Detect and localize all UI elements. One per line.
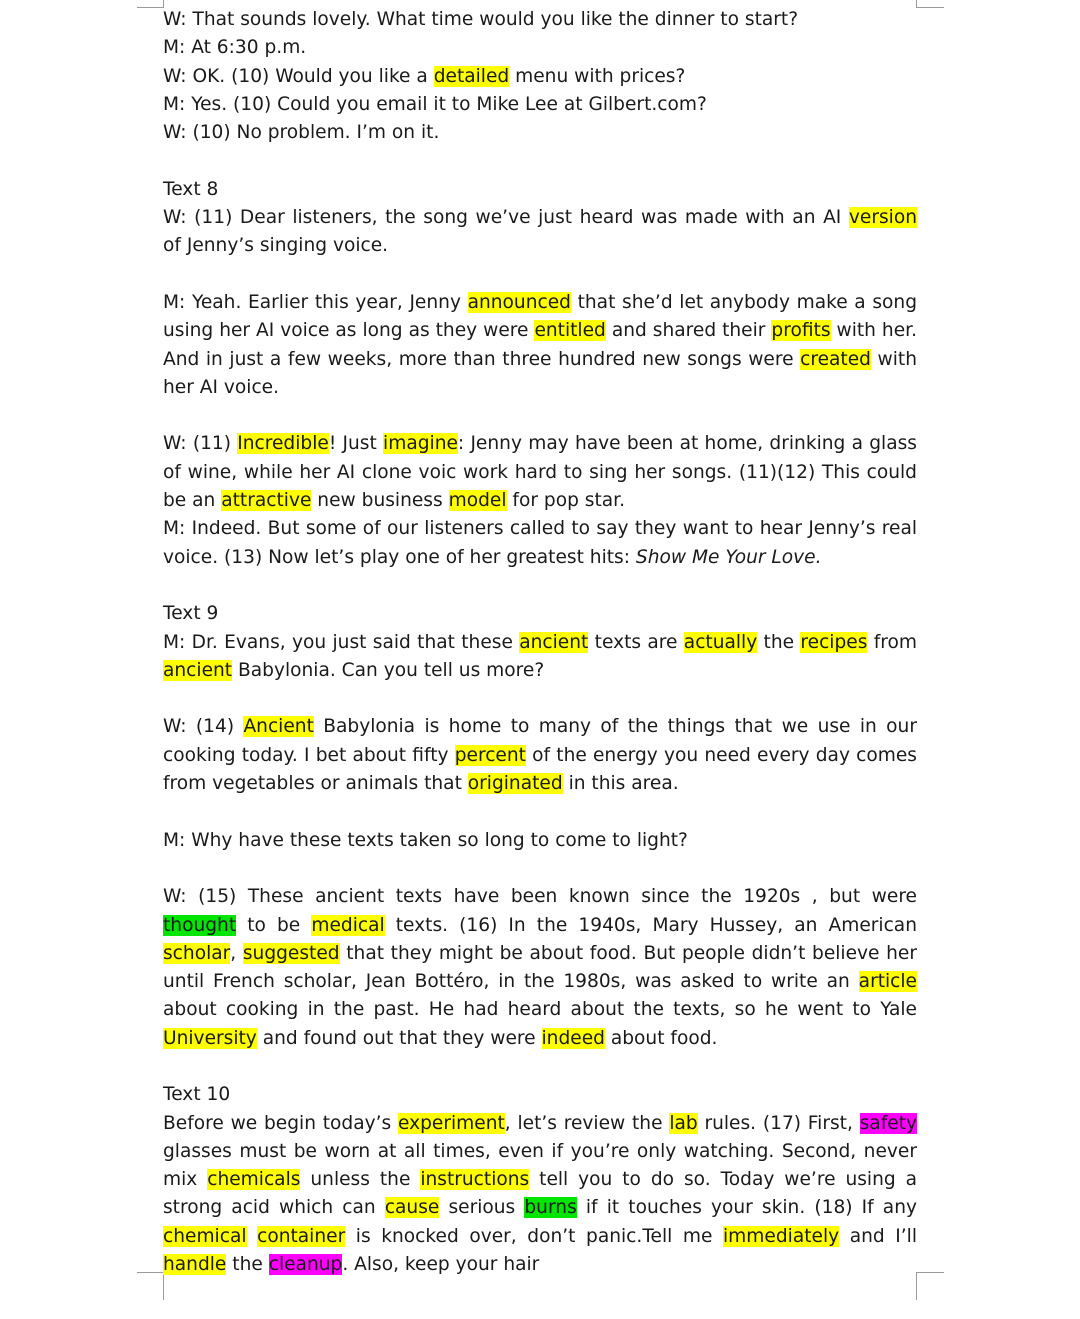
text-run: and I’ll	[839, 1225, 917, 1247]
text-run: to be	[236, 914, 312, 936]
text-run	[247, 1226, 258, 1247]
text-run: for pop star.	[506, 490, 625, 512]
text-run: M: Yes. (10) Could you email it to Mike Lee at Gilbert.com?	[163, 93, 707, 115]
highlighted-word: entitled	[534, 320, 606, 342]
paragraph-spacer	[163, 147, 917, 175]
text-run: serious	[439, 1197, 525, 1219]
text-run: : Jenny may have been at home, drinking a glass of wine, while her AI clone voic work hard to sing her songs. (11)(12) This could be an	[163, 433, 917, 512]
highlighted-word: model	[448, 490, 507, 512]
text-run: ! Just	[328, 433, 384, 455]
text-run: Babylonia. Can you tell us more?	[232, 659, 545, 681]
paragraph-spacer	[163, 261, 917, 289]
text-run: W: (11) Dear listeners, the song we’ve just heard was made with an AI	[163, 207, 849, 229]
highlighted-word: instructions	[420, 1169, 530, 1191]
highlighted-word: Incredible	[237, 433, 329, 455]
paragraph	[163, 515, 917, 572]
highlighted-word: indeed	[541, 1027, 605, 1049]
text-run: Before we begin today’s	[163, 1112, 398, 1134]
text-run: rules. (17) First,	[697, 1112, 860, 1134]
highlighted-word: profits	[771, 320, 831, 342]
text-run: with her. And in just a few weeks, more than three hundred new songs were	[163, 320, 918, 370]
text-run: and found out that they were	[256, 1027, 542, 1049]
paragraph	[163, 91, 917, 119]
text-run: W: (15) These ancient texts have been known since the 1920s , but were	[163, 886, 917, 908]
text-run: M: Indeed. But some of our listeners called to say they want to hear Jenny’s real voice. (13) Now let’s play one of her greatest hits:	[163, 518, 917, 568]
paragraph	[163, 430, 917, 515]
paragraph-spacer	[163, 798, 917, 826]
highlighted-word: attractive	[221, 490, 312, 512]
highlighted-word: cause	[384, 1197, 440, 1219]
paragraph-spacer	[163, 572, 917, 600]
text-run: texts are	[588, 631, 684, 653]
highlighted-word: safety	[859, 1112, 917, 1134]
text-run: M: At 6:30 p.m.	[163, 37, 307, 59]
paragraph	[163, 883, 917, 1053]
text-run: W: OK. (10) Would you like a	[163, 65, 434, 87]
crop-mark-bottom-right	[917, 1272, 944, 1273]
text-run: tell you to do so. Today we’re using a strong acid which can	[163, 1169, 918, 1219]
text-run: ,	[230, 942, 243, 964]
text-run: M: Why have these texts taken so long to come to light?	[163, 829, 688, 851]
highlighted-word: suggested	[242, 942, 340, 964]
paragraph-spacer	[163, 685, 917, 713]
highlighted-word: originated	[467, 773, 563, 795]
highlighted-word: immediately	[723, 1225, 840, 1247]
text-run: M: Yeah. Earlier this year, Jenny	[163, 291, 468, 313]
paragraph-spacer	[163, 402, 917, 430]
highlighted-word: Ancient	[243, 716, 314, 738]
text-run: of Jenny’s singing voice.	[163, 235, 389, 257]
text-run: if it touches your skin. (18) If any	[576, 1197, 917, 1219]
highlighted-word: University	[163, 1027, 257, 1049]
text-run: M: Dr. Evans, you just said that these	[163, 631, 520, 653]
highlighted-word: chemicals	[207, 1169, 301, 1191]
paragraph	[163, 1110, 917, 1280]
text-run: Text 8	[163, 178, 219, 200]
text-run: W: (14)	[163, 716, 244, 738]
text-run: W: (11)	[163, 433, 238, 455]
paragraph	[163, 827, 917, 855]
highlighted-word: ancient	[519, 631, 589, 653]
highlighted-word: cleanup	[268, 1254, 343, 1276]
highlighted-word: version	[848, 207, 917, 229]
highlighted-word: experiment	[398, 1112, 505, 1134]
text-run: , let’s review the	[504, 1112, 670, 1134]
paragraph	[163, 34, 917, 62]
highlighted-word: article	[858, 971, 917, 993]
crop-mark-bottom-left	[137, 1272, 163, 1273]
text-run: unless the	[300, 1169, 421, 1191]
italic-text: Show Me Your Love.	[635, 546, 822, 568]
text-run: W: (10) No problem. I’m on it.	[163, 122, 440, 144]
paragraph-spacer	[163, 1053, 917, 1081]
text-run: about cooking in the past. He had heard about the texts, so he went to Yale	[163, 999, 917, 1021]
text-run: . Also, keep your hair	[342, 1254, 540, 1276]
highlighted-word: announced	[467, 291, 571, 313]
text-run: Babylonia is home to many of the things that we use in our cooking today. I bet about fifty	[163, 716, 917, 766]
text-run: from	[867, 631, 918, 653]
text-run: with her AI voice.	[163, 348, 917, 398]
paragraph	[163, 289, 917, 402]
text-run: the	[226, 1254, 269, 1276]
paragraph	[163, 176, 917, 204]
paragraph	[163, 1081, 917, 1109]
text-run: about food.	[604, 1027, 718, 1049]
highlighted-word: percent	[454, 744, 526, 766]
highlighted-word: ancient	[163, 659, 233, 681]
crop-mark-top-right	[917, 7, 944, 8]
highlighted-word: medical	[311, 914, 385, 936]
text-run: of the energy you need every day comes from vegetables or animals that	[163, 744, 917, 795]
paragraph	[163, 204, 917, 261]
paragraph	[163, 6, 917, 34]
paragraph	[163, 119, 917, 147]
text-run: Text 9	[163, 603, 219, 625]
text-run: and shared their	[605, 320, 772, 342]
crop-mark-top-left	[137, 7, 163, 8]
text-run: is knocked over, don’t panic.Tell me	[345, 1225, 724, 1247]
text-run: glasses must be worn at all times, even if you’re only watching. Second, never mix	[163, 1140, 917, 1191]
document-body	[163, 6, 917, 1279]
text-run: new business	[311, 490, 449, 512]
highlighted-word: recipes	[800, 631, 868, 653]
paragraph	[163, 63, 917, 91]
highlighted-word: detailed	[433, 65, 510, 87]
highlighted-word: handle	[163, 1254, 227, 1276]
text-run: menu with prices?	[509, 65, 686, 87]
text-run: in this area.	[562, 773, 679, 795]
text-run: that she’d let anybody make a song using her AI voice as long as they were	[163, 291, 917, 342]
paragraph	[163, 713, 917, 798]
highlighted-word: imagine	[383, 433, 458, 455]
text-run: W: That sounds lovely. What time would you like the dinner to start?	[163, 9, 799, 30]
text-run: Text 10	[163, 1084, 231, 1106]
paragraph-spacer	[163, 855, 917, 883]
highlighted-word: created	[800, 348, 871, 370]
highlighted-word: actually	[683, 631, 758, 653]
text-run: texts. (16) In the 1940s, Mary Hussey, an American	[384, 914, 917, 936]
highlighted-word: lab	[669, 1112, 698, 1134]
text-run: that they might be about food. But people didn’t believe her until French scholar, Jean Bottéro, in the 1980s, was asked to write an	[163, 942, 917, 993]
highlighted-word: scholar	[163, 942, 231, 964]
paragraph	[163, 600, 917, 628]
highlighted-word: container	[257, 1225, 346, 1247]
text-run: the	[757, 631, 801, 653]
highlighted-word: chemical	[163, 1225, 247, 1247]
highlighted-word: thought	[163, 914, 237, 936]
highlighted-word: burns	[524, 1197, 577, 1219]
paragraph	[163, 629, 917, 686]
